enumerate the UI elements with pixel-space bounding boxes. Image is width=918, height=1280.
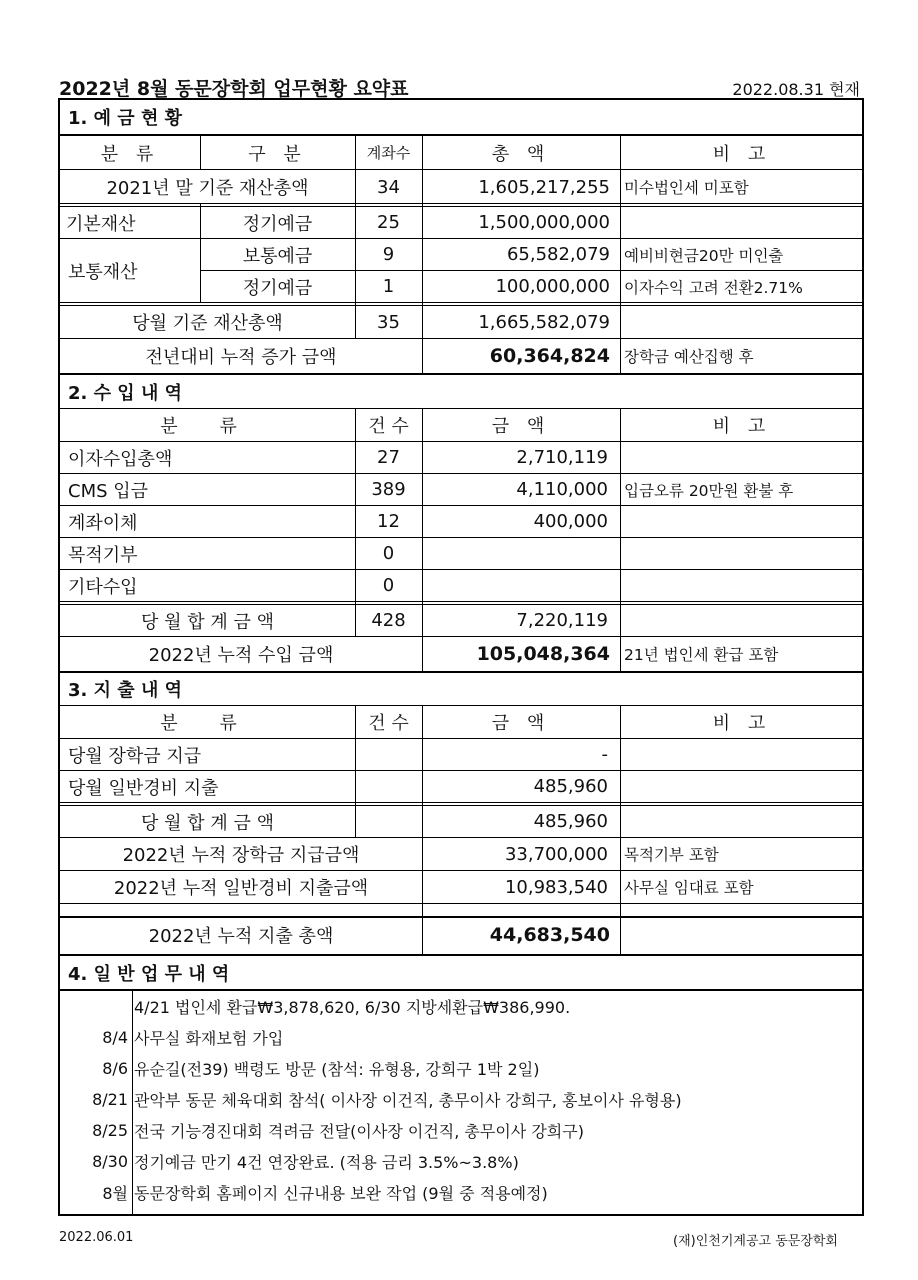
income-label: CMS 입금 xyxy=(68,480,149,502)
income-ytd-amount: 105,048,364 xyxy=(476,643,610,665)
expense-ytd-scholarship-row xyxy=(60,838,862,870)
income-label: 목적기부 xyxy=(68,544,138,566)
income-month-total-row xyxy=(60,605,862,636)
ytd-total-label: 2022년 누적 지출 총액 xyxy=(148,926,334,947)
income-note xyxy=(620,506,864,537)
section-3-title: 3. 지 출 내 역 xyxy=(68,680,182,701)
income-note xyxy=(620,570,864,601)
income-label: 기타수입 xyxy=(68,576,138,598)
basic-asset-note xyxy=(620,207,864,238)
income-row xyxy=(60,538,862,569)
income-amount: 400,000 xyxy=(533,511,608,532)
income-label: 이자수입총액 xyxy=(68,448,173,470)
expense-ytd-general-row xyxy=(60,871,862,903)
income-amount xyxy=(422,538,620,569)
income-amount: 4,110,000 xyxy=(516,479,608,500)
month-total-amount: 1,665,582,079 xyxy=(478,311,610,333)
income-row xyxy=(60,570,862,601)
prev-total-amount: 1,605,217,255 xyxy=(478,176,610,198)
prev-total-accounts: 34 xyxy=(377,176,400,198)
expense-month-total-count xyxy=(355,806,422,837)
income-note xyxy=(620,538,864,569)
memo-item xyxy=(60,1177,862,1208)
basic-asset-row xyxy=(60,207,862,238)
memo-item xyxy=(60,1115,862,1146)
income-note xyxy=(620,442,864,473)
income-count: 389 xyxy=(371,479,406,500)
header-count: 건 수 xyxy=(368,416,409,437)
memo-text: 사무실 화재보험 가입 xyxy=(134,1029,284,1048)
prev-total-label: 2021년 말 기준 재산총액 xyxy=(106,178,309,199)
expense-ytd-total-row xyxy=(60,916,862,954)
ordinary-note: 예비비현금20만 미인출 xyxy=(624,246,784,265)
income-month-total-note xyxy=(620,605,864,636)
memo-item xyxy=(60,1022,862,1053)
header-amount: 금 액 xyxy=(491,713,551,734)
ordinary-sub: 보통예금 xyxy=(242,245,313,267)
income-count: 0 xyxy=(382,575,395,596)
month-total-accounts: 35 xyxy=(377,311,400,333)
memo-item xyxy=(60,1084,862,1115)
memo-text: 정기예금 만기 4건 연장완료. (적용 금리 3.5%~3.8%) xyxy=(134,1153,519,1172)
memo-item xyxy=(60,1053,862,1084)
header-accounts: 계좌수 xyxy=(366,144,411,162)
expense-month-total-note xyxy=(620,806,864,837)
basic-asset-accounts: 25 xyxy=(377,212,400,233)
section-1-title: 1. 예 금 현 황 xyxy=(68,108,182,129)
ordinary-asset-row xyxy=(60,271,862,302)
basic-asset-sub: 정기예금 xyxy=(242,213,313,235)
summary-sheet xyxy=(58,98,864,918)
income-count: 12 xyxy=(377,511,400,532)
ordinary-note: 이자수익 고려 전환2.71% xyxy=(624,278,803,297)
ordinary-sub: 정기예금 xyxy=(242,277,313,299)
section-3-header-row xyxy=(60,706,862,738)
income-count: 0 xyxy=(382,543,395,564)
section-2-header-row xyxy=(60,409,862,441)
expense-label: 당월 일반경비 지출 xyxy=(68,777,219,799)
expense-month-total-label: 당 월 합 계 금 액 xyxy=(141,812,274,834)
prev-year-total-row xyxy=(60,170,862,204)
ytd-scholarship-amount: 33,700,000 xyxy=(504,843,608,865)
memo-item xyxy=(60,1146,862,1177)
header-count: 건 수 xyxy=(368,713,409,734)
memo-date: 8/25 xyxy=(92,1121,128,1140)
header-amount: 금 액 xyxy=(491,416,551,437)
yoy-amount: 60,364,824 xyxy=(489,345,610,367)
header-sub: 구 분 xyxy=(248,143,307,165)
month-total-row xyxy=(60,306,862,338)
expense-count xyxy=(355,739,422,770)
income-row xyxy=(60,474,862,505)
page-title: 2022년 8월 동문장학회 업무현황 요약표 xyxy=(59,78,409,100)
expense-row xyxy=(60,771,862,802)
memo-date: 8월 xyxy=(102,1184,128,1203)
expense-month-total-amount: 485,960 xyxy=(533,811,608,832)
memo-text: 전국 기능경진대회 격려금 전달(이사장 이건직, 총무이사 강희구) xyxy=(134,1122,584,1141)
memo-date: 8/30 xyxy=(92,1152,128,1171)
month-total-label: 당월 기준 재산총액 xyxy=(132,313,283,334)
ordinary-accounts: 9 xyxy=(382,244,395,265)
header-category: 분 류 xyxy=(100,143,160,165)
income-label: 계좌이체 xyxy=(68,512,138,534)
expense-amount: 485,960 xyxy=(533,776,608,797)
expense-label: 당월 장학금 지급 xyxy=(68,745,202,767)
income-ytd-row xyxy=(60,637,862,671)
footer-date: 2022.06.01 xyxy=(59,1230,134,1245)
expense-amount: - xyxy=(601,744,608,765)
income-amount: 2,710,119 xyxy=(516,447,608,468)
income-row xyxy=(60,442,862,473)
memo-text: 4/21 법인세 환급₩3,878,620, 6/30 지방세환급₩386,990. xyxy=(134,998,571,1017)
expense-note xyxy=(620,739,864,770)
income-row xyxy=(60,506,862,537)
expense-note xyxy=(620,771,864,802)
yoy-label: 전년대비 누적 증가 금액 xyxy=(145,347,337,368)
memo-date: 8/21 xyxy=(92,1090,128,1109)
income-month-total-label: 당 월 합 계 금 액 xyxy=(141,611,274,633)
ordinary-accounts: 1 xyxy=(382,276,395,297)
income-amount xyxy=(422,570,620,601)
income-month-total-count: 428 xyxy=(371,610,406,631)
header-amount: 총 액 xyxy=(491,143,551,165)
ordinary-asset-row xyxy=(60,239,862,270)
income-month-total-amount: 7,220,119 xyxy=(516,610,608,631)
header-note: 비 고 xyxy=(712,416,772,437)
expense-row xyxy=(60,739,862,770)
income-ytd-label: 2022년 누적 수입 금액 xyxy=(148,645,334,666)
income-count: 27 xyxy=(377,447,400,468)
basic-asset-amount: 1,500,000,000 xyxy=(478,212,610,233)
summary-sheet-lower xyxy=(58,916,864,1216)
ytd-general-note: 사무실 임대료 포함 xyxy=(624,879,754,897)
ytd-total-note xyxy=(620,916,864,954)
ytd-scholarship-note: 목적기부 포함 xyxy=(624,846,719,864)
memo-date: 8/4 xyxy=(102,1028,128,1047)
footer-organization: (재)인천기계공고 동문장학회 xyxy=(673,1234,838,1249)
basic-asset-label: 기본재산 xyxy=(66,213,136,235)
memo-text: 관악부 동문 체육대회 참석( 이사장 이건직, 총무이사 강희구, 홍보이사 유형용) xyxy=(134,1091,682,1110)
memo-text: 유순길(전39) 백령도 방문 (참석: 유형용, 강희구 1박 2일) xyxy=(134,1060,540,1079)
section-1-header-row xyxy=(60,136,862,169)
income-ytd-note: 21년 법인세 환급 포함 xyxy=(624,646,779,664)
ordinary-asset-label: 보통재산 xyxy=(68,262,138,283)
header-note: 비 고 xyxy=(712,143,772,165)
section-4-title: 4. 일 반 업 무 내 역 xyxy=(68,963,230,985)
as-of-date: 2022.08.31 현재 xyxy=(732,80,860,99)
memo-text: 동문장학회 홈페이지 신규내용 보완 작업 (9월 중 적용예정) xyxy=(134,1184,548,1203)
ytd-scholarship-label: 2022년 누적 장학금 지급금액 xyxy=(122,845,360,866)
expense-count xyxy=(355,771,422,802)
ytd-general-amount: 10,983,540 xyxy=(504,876,608,898)
ordinary-amount: 100,000,000 xyxy=(495,276,610,297)
ordinary-amount: 65,582,079 xyxy=(506,244,610,265)
ytd-total-amount: 44,683,540 xyxy=(489,924,610,946)
header-category: 분 류 xyxy=(160,713,255,734)
month-total-note xyxy=(620,306,864,338)
income-note: 입금오류 20만원 환불 후 xyxy=(624,481,794,500)
section-2-title: 2. 수 입 내 역 xyxy=(68,382,182,404)
expense-month-total-row xyxy=(60,806,862,837)
prev-total-note: 미수법인세 미포함 xyxy=(624,179,749,197)
header-category: 분 류 xyxy=(160,416,255,437)
memo-date: 8/6 xyxy=(102,1059,128,1078)
ytd-general-label: 2022년 누적 일반경비 지출금액 xyxy=(113,878,369,899)
header-note: 비 고 xyxy=(712,713,772,734)
yoy-increase-row xyxy=(60,339,862,373)
memo-item xyxy=(60,991,862,1022)
yoy-note: 장학금 예산집행 후 xyxy=(624,348,754,366)
